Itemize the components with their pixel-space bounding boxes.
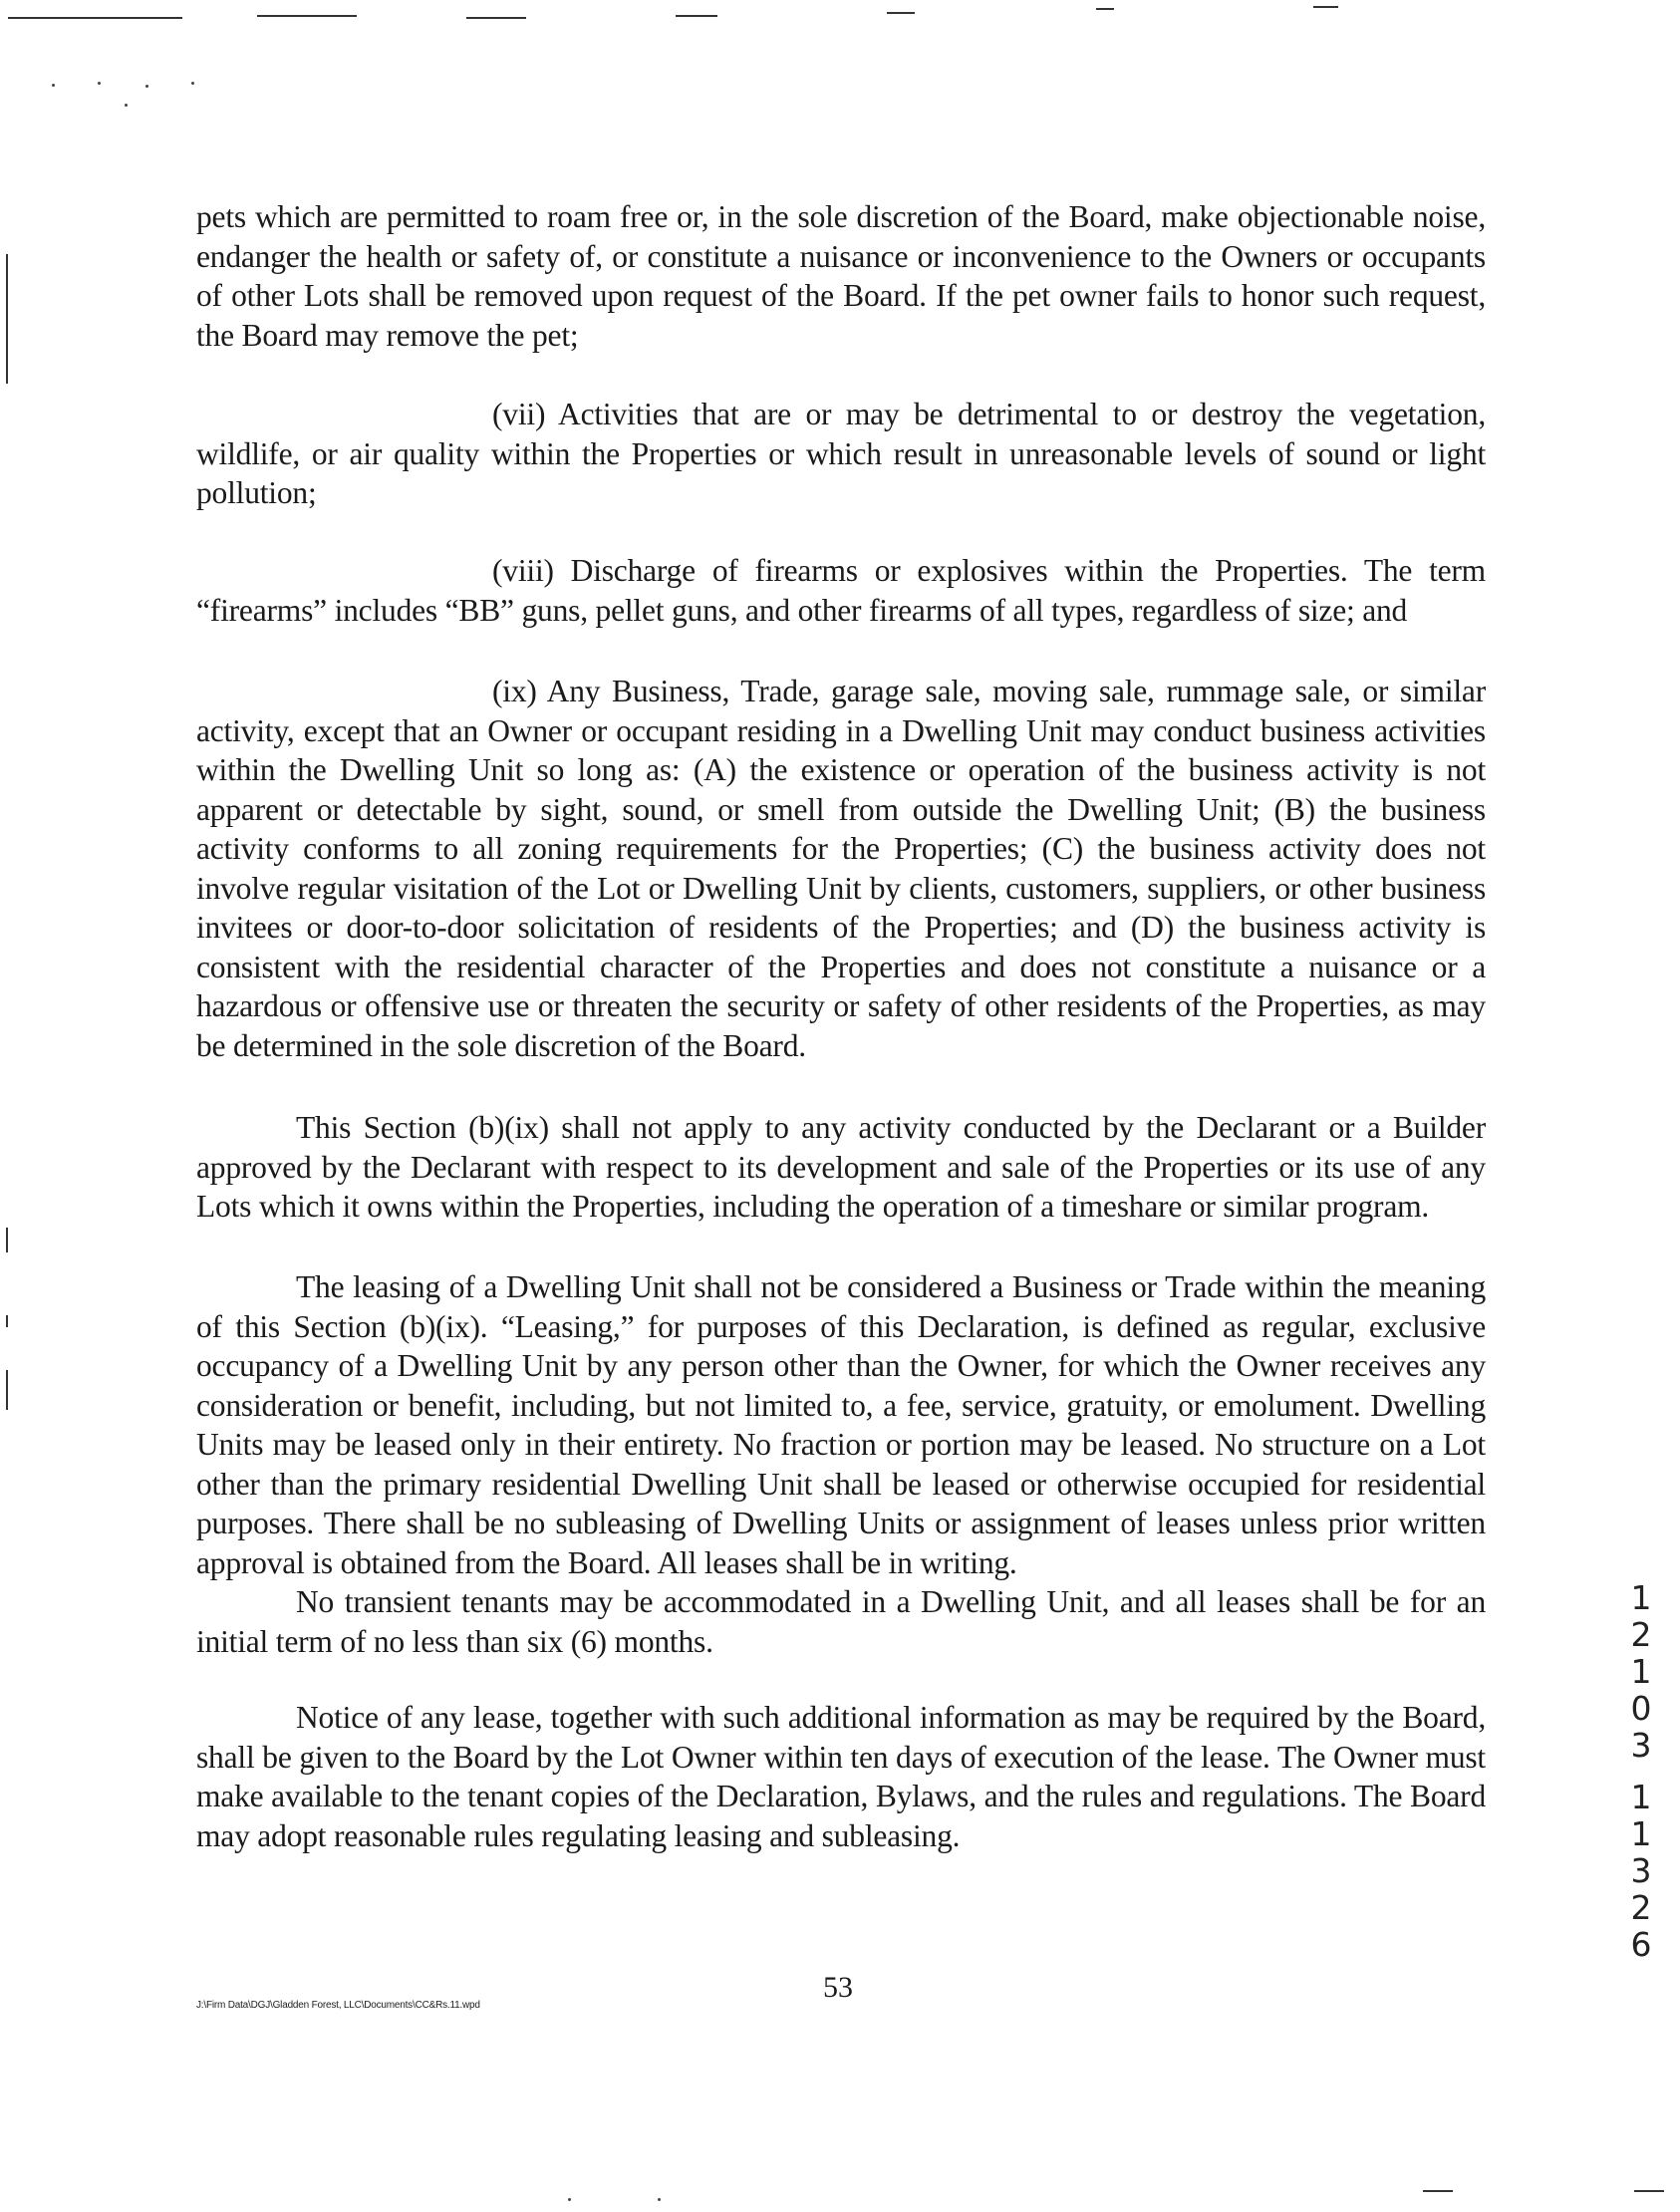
scan-speck bbox=[52, 84, 55, 87]
recording-digit: 6 bbox=[1630, 1925, 1652, 1964]
paragraph-item-ix: (ix) Any Business, Trade, garage sale, moving sale, rummage sale, or similar activity, except that an Owner or occupant residing in a Dwelling Unit may conduct business activities within the Dwelling Unit so long as: (A) the existence or operation of the business activity is not apparent or detectable by sight, sound, or smell from outside the Dwelling Unit; (B) the business activity conforms to all zoning requirements for the Properties; (C) the business activity does not involve regular visitation of the Lot or Dwelling Unit by clients, customers, suppliers, or other business invitees or door-to-door solicitation of residents of the Properties; and (D) the business activity is consistent with the residential character of the Properties and does not constitute a nuisance or a hazardous or offensive use or threaten the security or safety of other residents of the Properties, as may be determined in the sole discretion of the Board. bbox=[196, 674, 1486, 1063]
recording-digit: 1 bbox=[1630, 1778, 1652, 1816]
recording-digit: 1 bbox=[1630, 1814, 1652, 1853]
scan-mark bbox=[8, 17, 182, 19]
scan-mark bbox=[466, 17, 526, 19]
recording-number-top bbox=[1621, 1579, 1661, 1764]
scan-mark bbox=[1313, 6, 1338, 8]
scan-mark bbox=[6, 1315, 8, 1327]
paragraph-item-viii: (viii) Discharge of firearms or explosives within the Properties. The term “firearms” includes “BB” guns, pellet guns, and other firearms of all types, regardless of size; and bbox=[196, 553, 1486, 628]
paragraph-notice-of-lease: Notice of any lease, together with such additional information as may be required by the Board, shall be given to the Board by the Lot Owner within ten days of execution of the lease. The Owner must make available to the tenant copies of the Declaration, Bylaws, and the rules and regulations. The Board may adopt reasonable rules regulating leasing and subleasing. bbox=[196, 1700, 1486, 1853]
scan-speck bbox=[125, 104, 128, 107]
file-path-footer: J:\Firm Data\DGJ\Gladden Forest, LLC\Documents\CC&Rs.11.wpd bbox=[196, 2000, 480, 2011]
scan-mark bbox=[676, 15, 717, 17]
scan-mark bbox=[1634, 2190, 1664, 2192]
scan-speck bbox=[568, 2198, 571, 2201]
scan-mark bbox=[1096, 8, 1114, 10]
recording-digit: 1 bbox=[1630, 1578, 1652, 1617]
paragraph-pets: pets which are permitted to roam free or, in the sole discretion of the Board, make objectionable noise, endanger the health or safety of, or constitute a nuisance or inconvenience to the Owners or occupants of other Lots shall be removed upon request of the Board. If the pet owner fails to honor such request, the Board may remove the pet; bbox=[196, 199, 1486, 353]
scan-mark bbox=[6, 254, 8, 384]
paragraph-item-vii: (vii) Activities that are or may be detrimental to or destroy the vegetation, wildlife, or air quality within the Properties or which result in unreasonable levels of sound or light pollution; bbox=[196, 397, 1486, 510]
recording-digit: 1 bbox=[1630, 1652, 1652, 1691]
page-number: 53 bbox=[823, 1971, 853, 2004]
recording-digit: 0 bbox=[1630, 1689, 1652, 1728]
scan-speck bbox=[98, 82, 101, 85]
recording-digit: 3 bbox=[1630, 1726, 1652, 1765]
scan-mark bbox=[6, 1228, 8, 1252]
paragraph-section-exception: This Section (b)(ix) shall not apply to any activity conducted by the Declarant or a Builder approved by the Declarant with respect to its development and sale of the Properties or its use of any Lots which it owns within the Properties, including the operation of a timeshare or similar program. bbox=[196, 1110, 1486, 1224]
scan-speck bbox=[191, 82, 194, 85]
paragraph-leasing: The leasing of a Dwelling Unit shall not be considered a Business or Trade within the meaning of this Section (b)(ix). “Leasing,” for purposes of this Declaration, is defined as regular, exclusive occupancy of a Dwelling Unit by any person other than the Owner, for which the Owner receives any consideration or benefit, including, but not limited to, a fee, service, gratuity, or emolument. Dwelling Units may be leased only in their entirety. No fraction or portion may be leased. No structure on a Lot other than the primary residential Dwelling Unit shall be leased or otherwise occupied for residential purposes. There shall be no subleasing of Dwelling Units or assignment of leases unless prior written approval is obtained from the Board. All leases shall be in writing. bbox=[196, 1269, 1486, 1580]
scan-speck bbox=[145, 85, 148, 88]
recording-digit: 3 bbox=[1630, 1851, 1652, 1890]
scan-mark bbox=[6, 1370, 8, 1410]
scan-mark bbox=[257, 15, 357, 17]
recording-digit: 2 bbox=[1630, 1615, 1652, 1654]
recording-digit: 2 bbox=[1630, 1888, 1652, 1927]
scan-speck bbox=[658, 2198, 661, 2201]
scan-mark bbox=[1423, 2190, 1453, 2192]
scan-mark bbox=[887, 12, 915, 14]
recording-number-bottom bbox=[1621, 1779, 1661, 1963]
paragraph-transient-tenants: No transient tenants may be accommodated in a Dwelling Unit, and all leases shall be for an initial term of no less than six (6) months. bbox=[196, 1584, 1486, 1659]
